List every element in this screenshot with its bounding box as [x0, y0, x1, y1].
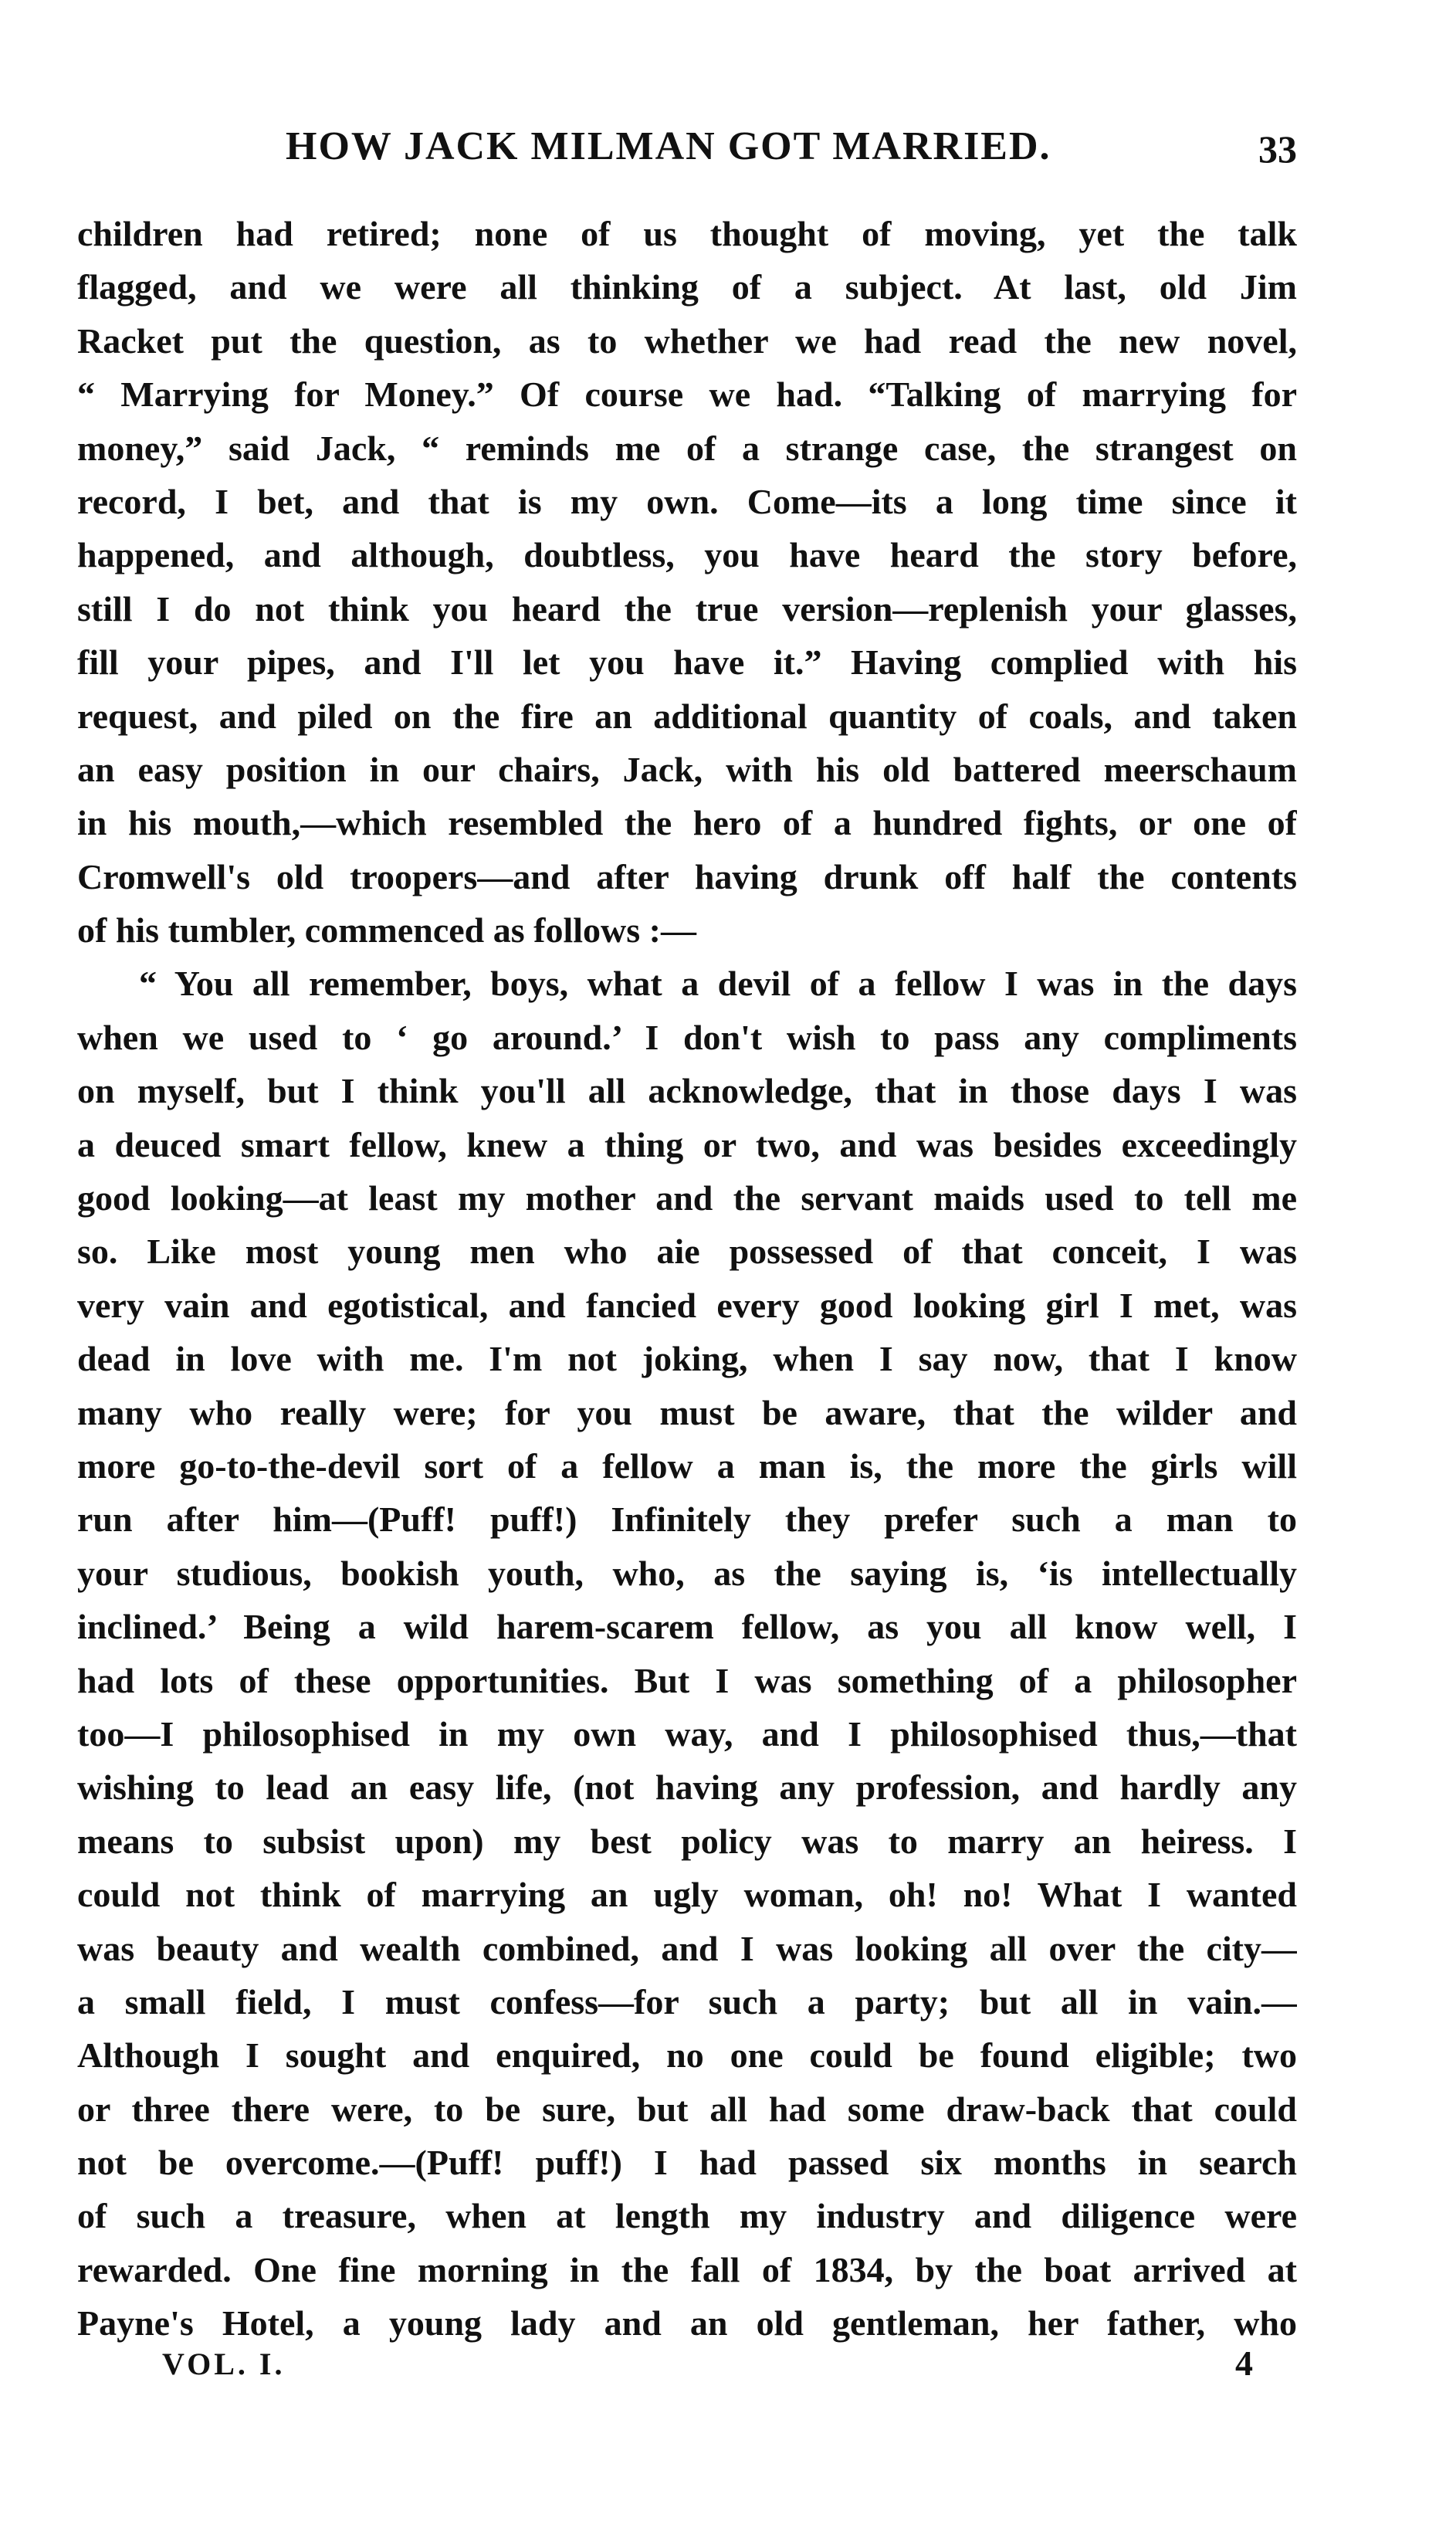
text-line: children had retired; none of us thought of moving, yet the talk: [77, 214, 1297, 253]
text-line: so. Like most young men who aie possessed of that conceit, I was: [77, 1232, 1297, 1272]
page-footer: [77, 2343, 1297, 2400]
text-line: means to subsist upon) my best policy was to marry an heiress. I: [77, 1821, 1297, 1861]
text-line: could not think of marrying an ugly woman, oh! no! What I wanted: [77, 1875, 1297, 1915]
text-line: “ Marrying for Money.” Of course we had. “Talking of marrying for: [77, 374, 1297, 415]
text-line: money,” said Jack, “ reminds me of a strange case, the strangest on: [77, 428, 1297, 468]
text-line: more go-to-the-devil sort of a fellow a man is, the more the girls will: [77, 1445, 1297, 1486]
text-line: a small field, I must confess—for such a party; but all in vain.—: [77, 1981, 1297, 2021]
page-number: 33: [1258, 127, 1297, 171]
text-line: “ You all remember, boys, what a devil of a fellow I was in the days: [139, 964, 1297, 1004]
running-head: [77, 124, 1297, 178]
text-line: many who really were; for you must be aware, that the wilder and: [77, 1392, 1297, 1432]
text-line: Although I sought and enquired, no one could be found eligible; two: [77, 2035, 1297, 2076]
text-line: still I do not think you heard the true version—replenish your glasses,: [77, 588, 1297, 629]
text-line: dead in love with me. I'm not joking, when I say now, that I know: [77, 1339, 1297, 1379]
text-line: or three there were, to be sure, but all had some draw-back that could: [77, 2089, 1297, 2129]
text-line: request, and piled on the fire an additional quantity of coals, and taken: [77, 696, 1297, 736]
text-line: your studious, bookish youth, who, as the saying is, ‘is intellectually: [77, 1553, 1297, 1593]
text-line: very vain and egotistical, and fancied every good looking girl I met, was: [77, 1285, 1297, 1325]
text-line: Racket put the question, as to whether we had read the new novel,: [77, 320, 1297, 361]
text-line: on myself, but I think you'll all acknowledge, that in those days I was: [77, 1071, 1297, 1111]
text-line: wishing to lead an easy life, (not having any profession, and hardly any: [77, 1767, 1297, 1808]
volume-mark: VOL. I.: [162, 2347, 286, 2381]
text-line: Cromwell's old troopers—and after having drunk off half the contents: [77, 856, 1297, 896]
text-line: inclined.’ Being a wild harem-scarem fellow, as you all know well, I: [77, 1607, 1297, 1647]
signature-mark: 4: [1235, 2343, 1253, 2383]
text-line: in his mouth,—which resembled the hero of a hundred fights, or one of: [77, 803, 1297, 843]
text-line: rewarded. One fine morning in the fall of 1834, by the boat arrived at: [77, 2249, 1297, 2289]
text-line: was beauty and wealth combined, and I was looking all over the city—: [77, 1928, 1297, 1968]
text-line: had lots of these opportunities. But I was something of a philosopher: [77, 1660, 1297, 1700]
body-text: [77, 207, 1297, 2350]
text-line: good looking—at least my mother and the servant maids used to tell me: [77, 1178, 1297, 1218]
text-line: not be overcome.—(Puff! puff!) I had passed six months in search: [77, 2143, 1297, 2183]
text-line: Payne's Hotel, a young lady and an old gentleman, her father, who: [77, 2303, 1297, 2343]
text-line: when we used to ‘ go around.’ I don't wish to pass any compliments: [77, 1017, 1297, 1057]
text-line: too—I philosophised in my own way, and I philosophised thus,—that: [77, 1713, 1297, 1754]
text-line: of his tumbler, commenced as follows :—: [77, 910, 696, 951]
text-line: run after him—(Puff! puff!) Infinitely they prefer such a man to: [77, 1500, 1297, 1540]
text-line: flagged, and we were all thinking of a subject. At last, old Jim: [77, 267, 1297, 307]
text-line: record, I bet, and that is my own. Come—its a long time since it: [77, 481, 1297, 521]
text-line: fill your pipes, and I'll let you have it.” Having complied with his: [77, 642, 1297, 683]
text-line: an easy position in our chairs, Jack, with his old battered meerschaum: [77, 749, 1297, 789]
text-line: a deuced smart fellow, knew a thing or two, and was besides exceedingly: [77, 1124, 1297, 1164]
text-line: happened, and although, doubtless, you have heard the story before,: [77, 535, 1297, 575]
text-line: of such a treasure, when at length my industry and diligence were: [77, 2196, 1297, 2236]
running-title: HOW JACK MILMAN GOT MARRIED.: [286, 124, 1051, 168]
